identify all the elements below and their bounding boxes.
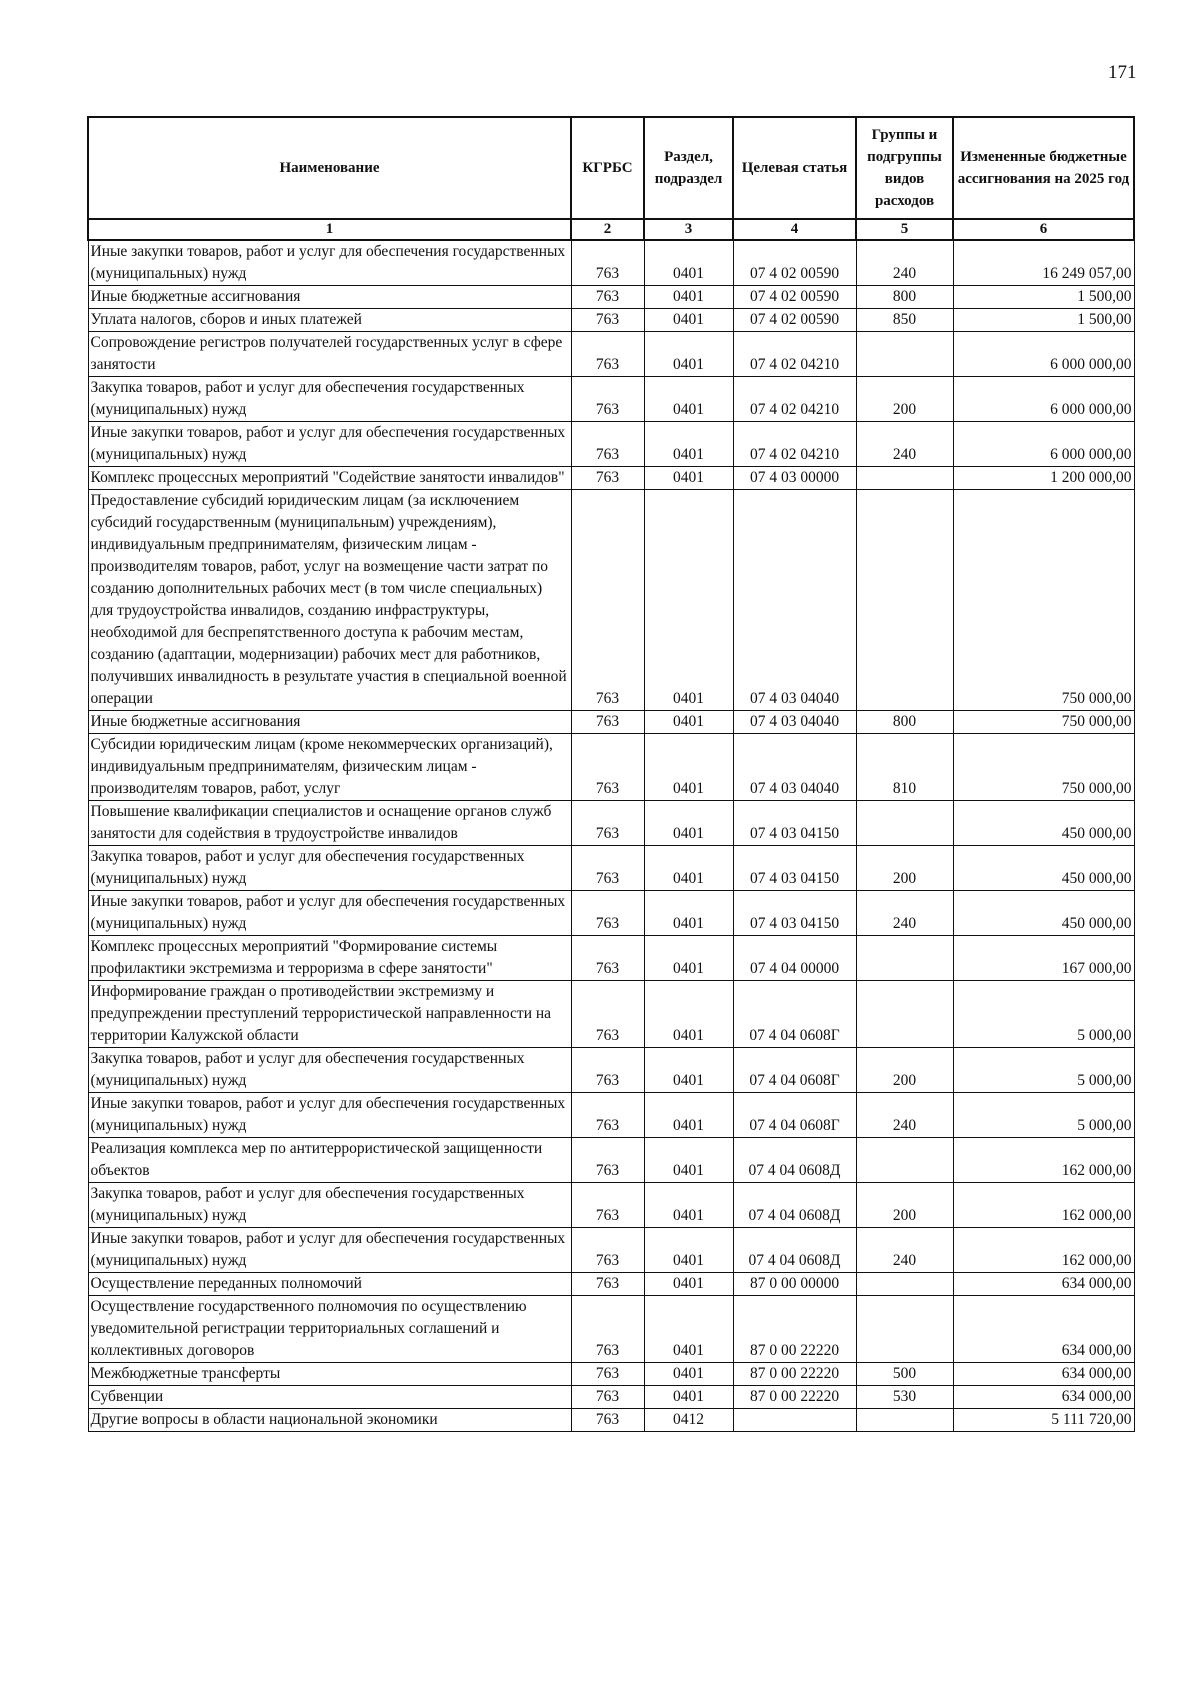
row-vid: 240 [856, 1228, 953, 1273]
row-name: Комплекс процессных мероприятий "Содействие занятости инвалидов" [88, 467, 571, 490]
table-row [88, 1386, 1134, 1409]
row-amount: 167 000,00 [953, 936, 1134, 981]
row-razdel: 0401 [644, 846, 733, 891]
row-kgrbs: 763 [571, 240, 644, 286]
row-name: Иные бюджетные ассигнования [88, 286, 571, 309]
table-row [88, 309, 1134, 332]
row-vid [856, 936, 953, 981]
row-name: Предоставление субсидий юридическим лицам (за исключением субсидий государственным (муниципальным) учреждениям), индивидуальным предпринимателям, физическим лицам - производителям товаров, работ, услуг на возмещение части затрат по созданию дополнительных рабочих мест (в том числе специальных) для трудоустройства инвалидов, созданию инфраструктуры, необходимой для беспрепятственного доступа к рабочим местам, созданию (адаптации, модернизации) рабочих мест для работников, получивших инвалидность в результате участия в специальной военной операции [88, 490, 571, 711]
column-number: 4 [733, 219, 856, 240]
row-name: Информирование граждан о противодействии экстремизму и предупреждении преступлений террористической направленности на территории Калужской области [88, 981, 571, 1048]
row-razdel: 0401 [644, 1048, 733, 1093]
row-kgrbs: 763 [571, 981, 644, 1048]
row-tselevaya: 07 4 04 0608Д [733, 1183, 856, 1228]
table-row [88, 846, 1134, 891]
row-vid: 800 [856, 711, 953, 734]
row-tselevaya: 87 0 00 22220 [733, 1386, 856, 1409]
table-row [88, 240, 1134, 286]
row-razdel: 0401 [644, 801, 733, 846]
row-kgrbs: 763 [571, 332, 644, 377]
row-amount: 1 500,00 [953, 309, 1134, 332]
row-kgrbs: 763 [571, 1273, 644, 1296]
row-tselevaya: 07 4 02 04210 [733, 422, 856, 467]
row-vid [856, 1138, 953, 1183]
table-row [88, 734, 1134, 801]
row-kgrbs: 763 [571, 801, 644, 846]
row-name: Осуществление государственного полномочия по осуществлению уведомительной регистрации территориальных соглашений и коллективных договоров [88, 1296, 571, 1363]
row-vid: 850 [856, 309, 953, 332]
row-tselevaya: 07 4 02 00590 [733, 240, 856, 286]
row-razdel: 0401 [644, 981, 733, 1048]
row-name: Иные закупки товаров, работ и услуг для обеспечения государственных (муниципальных) нужд [88, 240, 571, 286]
row-vid: 240 [856, 240, 953, 286]
row-amount: 162 000,00 [953, 1138, 1134, 1183]
row-name: Реализация комплекса мер по антитеррористической защищенности объектов [88, 1138, 571, 1183]
row-razdel: 0401 [644, 240, 733, 286]
row-razdel: 0401 [644, 286, 733, 309]
row-vid: 500 [856, 1363, 953, 1386]
row-vid: 200 [856, 1048, 953, 1093]
row-kgrbs: 763 [571, 734, 644, 801]
row-amount: 6 000 000,00 [953, 377, 1134, 422]
row-tselevaya: 87 0 00 22220 [733, 1363, 856, 1386]
row-vid: 810 [856, 734, 953, 801]
row-amount: 450 000,00 [953, 891, 1134, 936]
row-vid [856, 332, 953, 377]
row-amount: 750 000,00 [953, 490, 1134, 711]
row-kgrbs: 763 [571, 309, 644, 332]
row-tselevaya: 07 4 04 0608Г [733, 1048, 856, 1093]
table-row [88, 936, 1134, 981]
row-razdel: 0412 [644, 1409, 733, 1432]
table-body [88, 240, 1134, 1432]
row-kgrbs: 763 [571, 1363, 644, 1386]
row-kgrbs: 763 [571, 1228, 644, 1273]
header-kgrbs: КГРБС [571, 117, 644, 219]
row-razdel: 0401 [644, 1363, 733, 1386]
row-razdel: 0401 [644, 490, 733, 711]
row-kgrbs: 763 [571, 1138, 644, 1183]
row-tselevaya: 07 4 03 04040 [733, 734, 856, 801]
row-amount: 5 111 720,00 [953, 1409, 1134, 1432]
row-vid: 240 [856, 891, 953, 936]
budget-table [87, 116, 1135, 1432]
table-row [88, 1138, 1134, 1183]
row-vid: 200 [856, 1183, 953, 1228]
row-amount: 750 000,00 [953, 734, 1134, 801]
table-row [88, 332, 1134, 377]
row-name: Субвенции [88, 1386, 571, 1409]
table-header-row [88, 117, 1134, 219]
row-razdel: 0401 [644, 377, 733, 422]
row-razdel: 0401 [644, 936, 733, 981]
row-kgrbs: 763 [571, 422, 644, 467]
table-row [88, 1273, 1134, 1296]
row-kgrbs: 763 [571, 490, 644, 711]
row-razdel: 0401 [644, 1183, 733, 1228]
row-tselevaya: 07 4 04 00000 [733, 936, 856, 981]
row-tselevaya: 07 4 04 0608Г [733, 981, 856, 1048]
column-number: 3 [644, 219, 733, 240]
table-row [88, 422, 1134, 467]
row-kgrbs: 763 [571, 1048, 644, 1093]
row-tselevaya: 07 4 03 04150 [733, 846, 856, 891]
column-number: 5 [856, 219, 953, 240]
row-kgrbs: 763 [571, 936, 644, 981]
table-row [88, 891, 1134, 936]
table-row [88, 1363, 1134, 1386]
row-kgrbs: 763 [571, 1409, 644, 1432]
table-row [88, 1409, 1134, 1432]
row-razdel: 0401 [644, 1093, 733, 1138]
header-amount: Измененные бюджетные ассигнования на 2025 год [953, 117, 1134, 219]
row-name: Закупка товаров, работ и услуг для обеспечения государственных (муниципальных) нужд [88, 846, 571, 891]
column-number: 2 [571, 219, 644, 240]
row-amount: 5 000,00 [953, 1048, 1134, 1093]
row-name: Комплекс процессных мероприятий "Формирование системы профилактики экстремизма и терроризма в сфере занятости" [88, 936, 571, 981]
row-vid: 200 [856, 377, 953, 422]
column-number-row [88, 219, 1134, 240]
row-name: Иные бюджетные ассигнования [88, 711, 571, 734]
table-row [88, 467, 1134, 490]
row-tselevaya: 07 4 03 04040 [733, 490, 856, 711]
row-amount: 162 000,00 [953, 1228, 1134, 1273]
header-razdel: Раздел, подраздел [644, 117, 733, 219]
table-row [88, 711, 1134, 734]
row-name: Осуществление переданных полномочий [88, 1273, 571, 1296]
row-razdel: 0401 [644, 1273, 733, 1296]
row-kgrbs: 763 [571, 1183, 644, 1228]
row-name: Иные закупки товаров, работ и услуг для обеспечения государственных (муниципальных) нужд [88, 1228, 571, 1273]
table-row [88, 1048, 1134, 1093]
row-razdel: 0401 [644, 1296, 733, 1363]
row-name: Иные закупки товаров, работ и услуг для обеспечения государственных (муниципальных) нужд [88, 891, 571, 936]
table-row [88, 286, 1134, 309]
row-vid [856, 981, 953, 1048]
header-tselevaya: Целевая статья [733, 117, 856, 219]
table-row [88, 981, 1134, 1048]
row-name: Сопровождение регистров получателей государственных услуг в сфере занятости [88, 332, 571, 377]
row-tselevaya: 07 4 03 04150 [733, 891, 856, 936]
row-amount: 1 500,00 [953, 286, 1134, 309]
row-tselevaya: 07 4 03 04040 [733, 711, 856, 734]
row-tselevaya: 07 4 02 04210 [733, 332, 856, 377]
row-amount: 6 000 000,00 [953, 422, 1134, 467]
row-razdel: 0401 [644, 734, 733, 801]
row-name: Закупка товаров, работ и услуг для обеспечения государственных (муниципальных) нужд [88, 1048, 571, 1093]
row-amount: 450 000,00 [953, 846, 1134, 891]
row-razdel: 0401 [644, 332, 733, 377]
row-tselevaya: 07 4 03 00000 [733, 467, 856, 490]
row-amount: 162 000,00 [953, 1183, 1134, 1228]
table-row [88, 1228, 1134, 1273]
table-row [88, 490, 1134, 711]
row-name: Межбюджетные трансферты [88, 1363, 571, 1386]
column-number: 1 [88, 219, 571, 240]
row-tselevaya: 07 4 04 0608Д [733, 1138, 856, 1183]
column-number: 6 [953, 219, 1134, 240]
row-tselevaya: 87 0 00 22220 [733, 1296, 856, 1363]
row-vid: 800 [856, 286, 953, 309]
page-number: 171 [1108, 62, 1137, 83]
row-kgrbs: 763 [571, 891, 644, 936]
row-tselevaya: 07 4 03 04150 [733, 801, 856, 846]
row-razdel: 0401 [644, 891, 733, 936]
row-tselevaya: 07 4 04 0608Г [733, 1093, 856, 1138]
row-amount: 1 200 000,00 [953, 467, 1134, 490]
row-tselevaya: 07 4 02 00590 [733, 286, 856, 309]
row-tselevaya: 07 4 02 04210 [733, 377, 856, 422]
table-row [88, 1093, 1134, 1138]
row-tselevaya [733, 1409, 856, 1432]
row-tselevaya: 87 0 00 00000 [733, 1273, 856, 1296]
row-amount: 450 000,00 [953, 801, 1134, 846]
row-name: Закупка товаров, работ и услуг для обеспечения государственных (муниципальных) нужд [88, 377, 571, 422]
row-razdel: 0401 [644, 1228, 733, 1273]
row-vid [856, 801, 953, 846]
row-vid [856, 467, 953, 490]
row-razdel: 0401 [644, 309, 733, 332]
row-vid [856, 490, 953, 711]
table-row [88, 1296, 1134, 1363]
row-vid [856, 1296, 953, 1363]
row-amount: 634 000,00 [953, 1296, 1134, 1363]
row-kgrbs: 763 [571, 377, 644, 422]
row-vid: 530 [856, 1386, 953, 1409]
row-name: Другие вопросы в области национальной экономики [88, 1409, 571, 1432]
row-amount: 750 000,00 [953, 711, 1134, 734]
row-kgrbs: 763 [571, 846, 644, 891]
row-razdel: 0401 [644, 1138, 733, 1183]
row-amount: 634 000,00 [953, 1273, 1134, 1296]
row-tselevaya: 07 4 04 0608Д [733, 1228, 856, 1273]
row-amount: 16 249 057,00 [953, 240, 1134, 286]
row-kgrbs: 763 [571, 1296, 644, 1363]
table-row [88, 1183, 1134, 1228]
row-name: Иные закупки товаров, работ и услуг для обеспечения государственных (муниципальных) нужд [88, 1093, 571, 1138]
row-amount: 6 000 000,00 [953, 332, 1134, 377]
row-name: Субсидии юридическим лицам (кроме некоммерческих организаций), индивидуальным предпринимателям, физическим лицам - производителям товаров, работ, услуг [88, 734, 571, 801]
row-vid: 240 [856, 422, 953, 467]
row-tselevaya: 07 4 02 00590 [733, 309, 856, 332]
row-kgrbs: 763 [571, 286, 644, 309]
row-kgrbs: 763 [571, 711, 644, 734]
row-razdel: 0401 [644, 711, 733, 734]
row-vid: 240 [856, 1093, 953, 1138]
row-amount: 634 000,00 [953, 1363, 1134, 1386]
row-kgrbs: 763 [571, 1093, 644, 1138]
table-row [88, 801, 1134, 846]
row-vid [856, 1409, 953, 1432]
table-row [88, 377, 1134, 422]
row-vid [856, 1273, 953, 1296]
row-amount: 5 000,00 [953, 1093, 1134, 1138]
row-razdel: 0401 [644, 1386, 733, 1409]
row-razdel: 0401 [644, 422, 733, 467]
header-vid: Группы и подгруппы видов расходов [856, 117, 953, 219]
row-kgrbs: 763 [571, 467, 644, 490]
row-name: Уплата налогов, сборов и иных платежей [88, 309, 571, 332]
row-amount: 634 000,00 [953, 1386, 1134, 1409]
header-name: Наименование [88, 117, 571, 219]
row-name: Повышение квалификации специалистов и оснащение органов служб занятости для содействия в трудоустройстве инвалидов [88, 801, 571, 846]
row-razdel: 0401 [644, 467, 733, 490]
row-kgrbs: 763 [571, 1386, 644, 1409]
row-name: Закупка товаров, работ и услуг для обеспечения государственных (муниципальных) нужд [88, 1183, 571, 1228]
row-vid: 200 [856, 846, 953, 891]
row-name: Иные закупки товаров, работ и услуг для обеспечения государственных (муниципальных) нужд [88, 422, 571, 467]
row-amount: 5 000,00 [953, 981, 1134, 1048]
